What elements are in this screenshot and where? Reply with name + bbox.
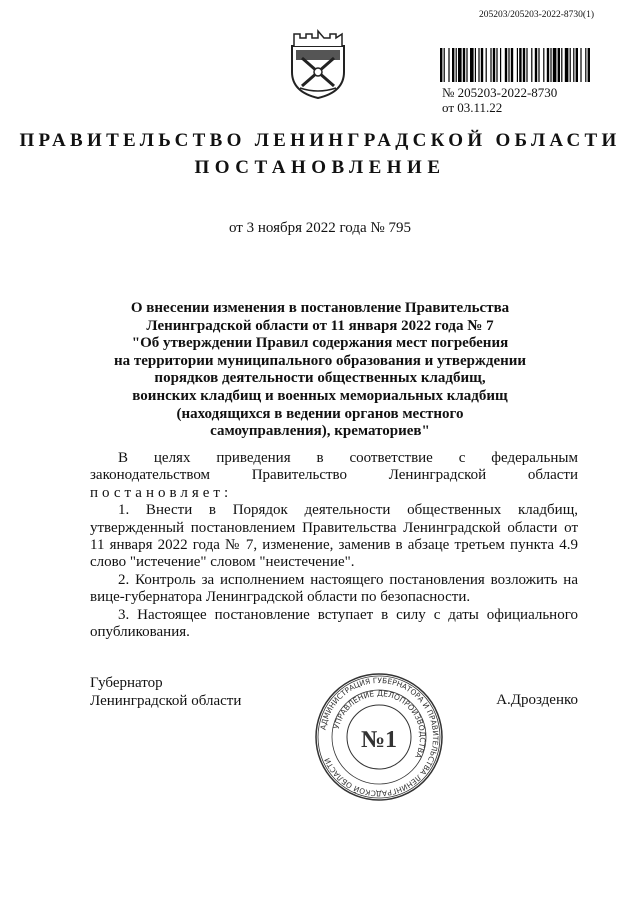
- paragraph-2: 2. Контроль за исполнением настоящего постановления возложить на вице-губернатора Ленинградской области по безопасности.: [90, 571, 578, 606]
- subject-line: (находящихся в ведении органов местного: [176, 405, 464, 422]
- subject-line: на территории муниципального образования и утверждении: [113, 352, 527, 369]
- svg-text:УПРАВЛЕНИЕ ДЕЛОПРОИЗВОДСТВА: УПРАВЛЕНИЕ ДЕЛОПРОИЗВОДСТВА: [331, 688, 428, 760]
- registration-number: № 205203-2022-8730: [442, 85, 558, 100]
- official-seal: [314, 672, 444, 802]
- svg-text:АДМИНИСТРАЦИЯ ГУБЕРНАТОРА И ПР: АДМИНИСТРАЦИЯ ГУБЕРНАТОРА И ПРАВИТЕЛЬСТВА ЛЕНИНГРАДСКОЙ ОБЛАСТИ: [318, 675, 441, 799]
- government-title: ПРАВИТЕЛЬСТВО ЛЕНИНГРАДСКОЙ ОБЛАСТИ: [19, 130, 621, 151]
- preamble-line: [90, 450, 578, 467]
- subject-line: порядков деятельности общественных кладбищ,: [154, 370, 486, 387]
- barcode: [440, 48, 590, 82]
- preamble-word: законодательством: [90, 467, 211, 484]
- paragraph-3: 3. Настоящее постановление вступает в силу с даты официального опубликования.: [90, 606, 578, 641]
- document-body: [90, 450, 578, 641]
- position-line: Губернатор: [90, 675, 163, 691]
- preamble-word: федеральным: [491, 450, 578, 466]
- signatory-position: [90, 674, 241, 710]
- document-type: ПОСТАНОВЛЕНИЕ: [194, 157, 446, 178]
- preamble-word: Правительство: [251, 467, 348, 484]
- preamble-line: [90, 467, 578, 484]
- preamble-word: В: [118, 450, 129, 466]
- svg-text:№1: №1: [360, 727, 398, 753]
- subject-line: Ленинградской области от 11 января 2022 года № 7: [146, 317, 494, 334]
- preamble-resolves: постановляет:: [90, 484, 233, 501]
- paragraph-1: 1. Внести в Порядок деятельности общественных кладбищ, утвержденный постановлением Правительства Ленинградской области от 11 января 2022 года № 7, изменение, заменив в абзаце третьем пункта 4.9 слово "истечение" словом "неистечение".: [90, 502, 578, 571]
- preamble-word: в: [316, 450, 324, 466]
- preamble-word: целях: [153, 450, 191, 466]
- coat-of-arms-icon: [288, 28, 348, 100]
- preamble-word: соответствие: [349, 450, 433, 466]
- signatory-name: А.Дрозденко: [496, 692, 578, 708]
- document-subject: [110, 300, 530, 441]
- subject-line: воинских кладбищ и военных мемориальных кладбищ: [132, 387, 508, 404]
- subject-line: О внесении изменения в постановление Правительства: [130, 300, 510, 316]
- position-line: Ленинградской области: [90, 693, 242, 709]
- subject-line: "Об утверждении Правил содержания мест погребения: [131, 335, 509, 352]
- document-reference: 205203/205203-2022-8730(1): [478, 10, 594, 20]
- preamble-word: с: [458, 450, 466, 466]
- registration-date: от 03.11.22: [442, 100, 503, 115]
- preamble-word: области: [527, 467, 578, 484]
- preamble-word: приведения: [216, 450, 291, 466]
- subject-line: самоуправления), крематориев": [210, 423, 430, 440]
- document-date-number: от 3 ноября 2022 года № 795: [229, 220, 411, 236]
- preamble-word: Ленинградской: [388, 467, 487, 484]
